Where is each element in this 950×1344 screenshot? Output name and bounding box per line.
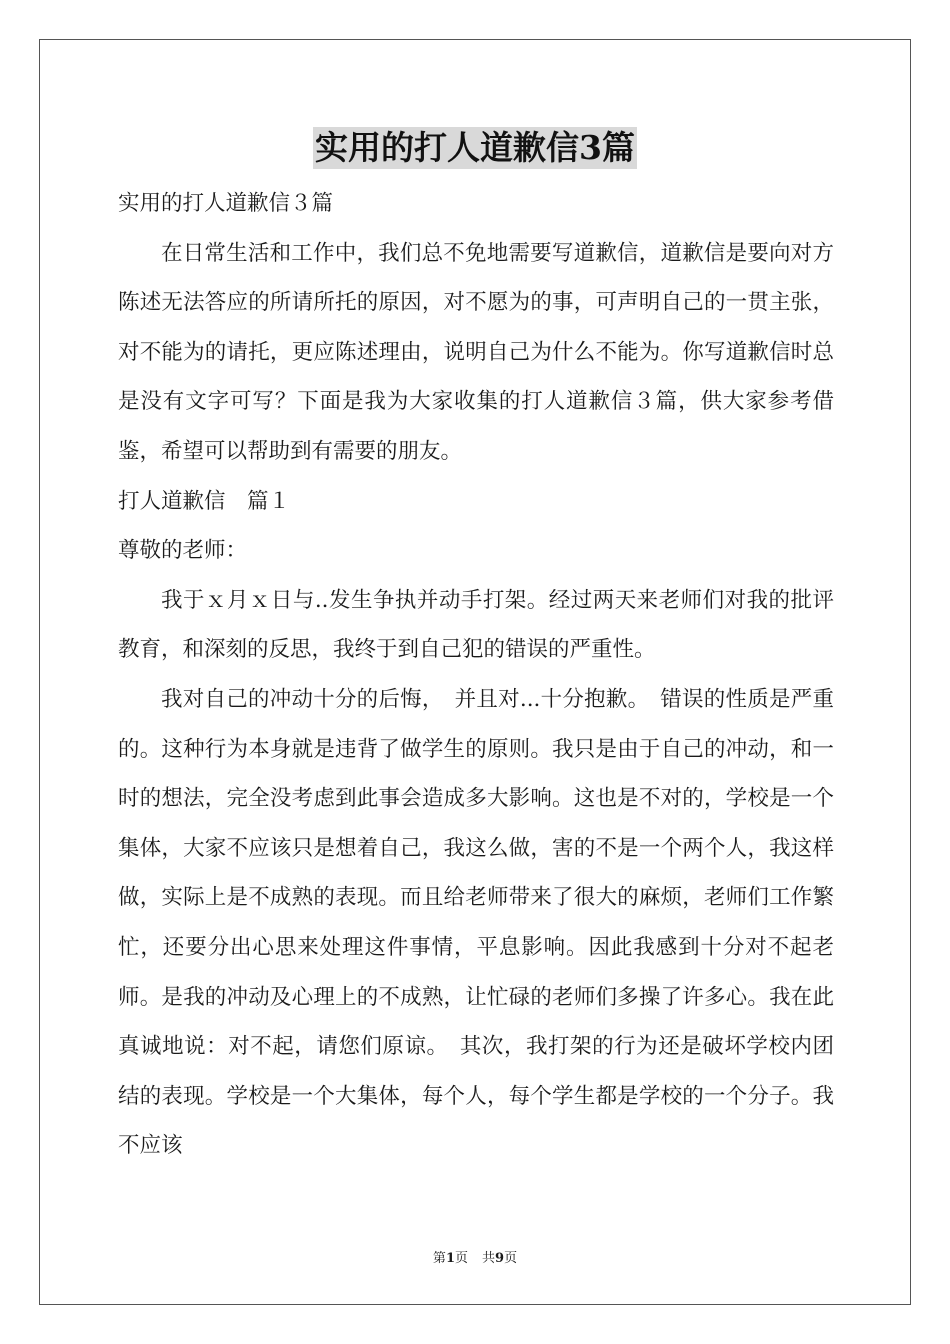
document-title: 实用的打人道歉信3篇 [315,128,635,167]
body-paragraph: 我于ｘ月ｘ日与..发生争执并动手打架。经过两天来老师们对我的批评教育，和深刻的反思，我终于到自己犯的错误的严重性。 [118,587,834,663]
page-footer [0,1247,950,1266]
document-title-wrapper [0,127,950,169]
current-page-number: 1 [445,1251,455,1266]
body-paragraph: 尊敬的老师： [118,538,248,564]
page-label-suffix: 页 [454,1251,468,1266]
total-page-number: 9 [495,1251,505,1266]
body-paragraph: 打人道歉信 篇１ [118,488,291,514]
page-label-prefix: 第 [432,1251,446,1266]
document-body [118,179,834,1171]
body-paragraph: 在日常生活和工作中，我们总不免地需要写道歉信，道歉信是要向对方陈述无法答应的所请所托的原因，对不愿为的事，可声明自己的一贯主张，对不能为的请托，更应陈述理由，说明自己为什么不能为。你写道歉信时总是没有文字可写？下面是我为大家收集的打人道歉信３篇，供大家参考借鉴，希望可以帮助到有需要的朋友。 [118,240,834,464]
total-label-prefix: 共 [482,1251,496,1266]
total-label-suffix: 页 [504,1251,518,1266]
body-paragraph: 实用的打人道歉信３篇 [118,191,334,216]
body-paragraph: 我对自己的冲动十分的后悔， 并且对...十分抱歉。 错误的性质是严重的。这种行为本身就是违背了做学生的原则。我只是由于自己的冲动，和一时的想法，完全没考虑到此事会造成多大影响。这也是不对的，学校是一个集体，大家不应该只是想着自己，我这么做，害的不是一个两个人，我这样做，实际上是不成熟的表现。而且给老师带来了很大的麻烦，老师们工作繁忙，还要分出心思来处理这件事情，平息影响。因此我感到十分对不起老师。是我的冲动及心理上的不成熟，让忙碌的老师们多操了许多心。我在此真诚地说：对不起，请您们原谅。 其次，我打架的行为还是破坏学校内团结的表现。学校是一个大集体，每个人，每个学生都是学校的一个分子。我不应该 [118,686,834,1159]
